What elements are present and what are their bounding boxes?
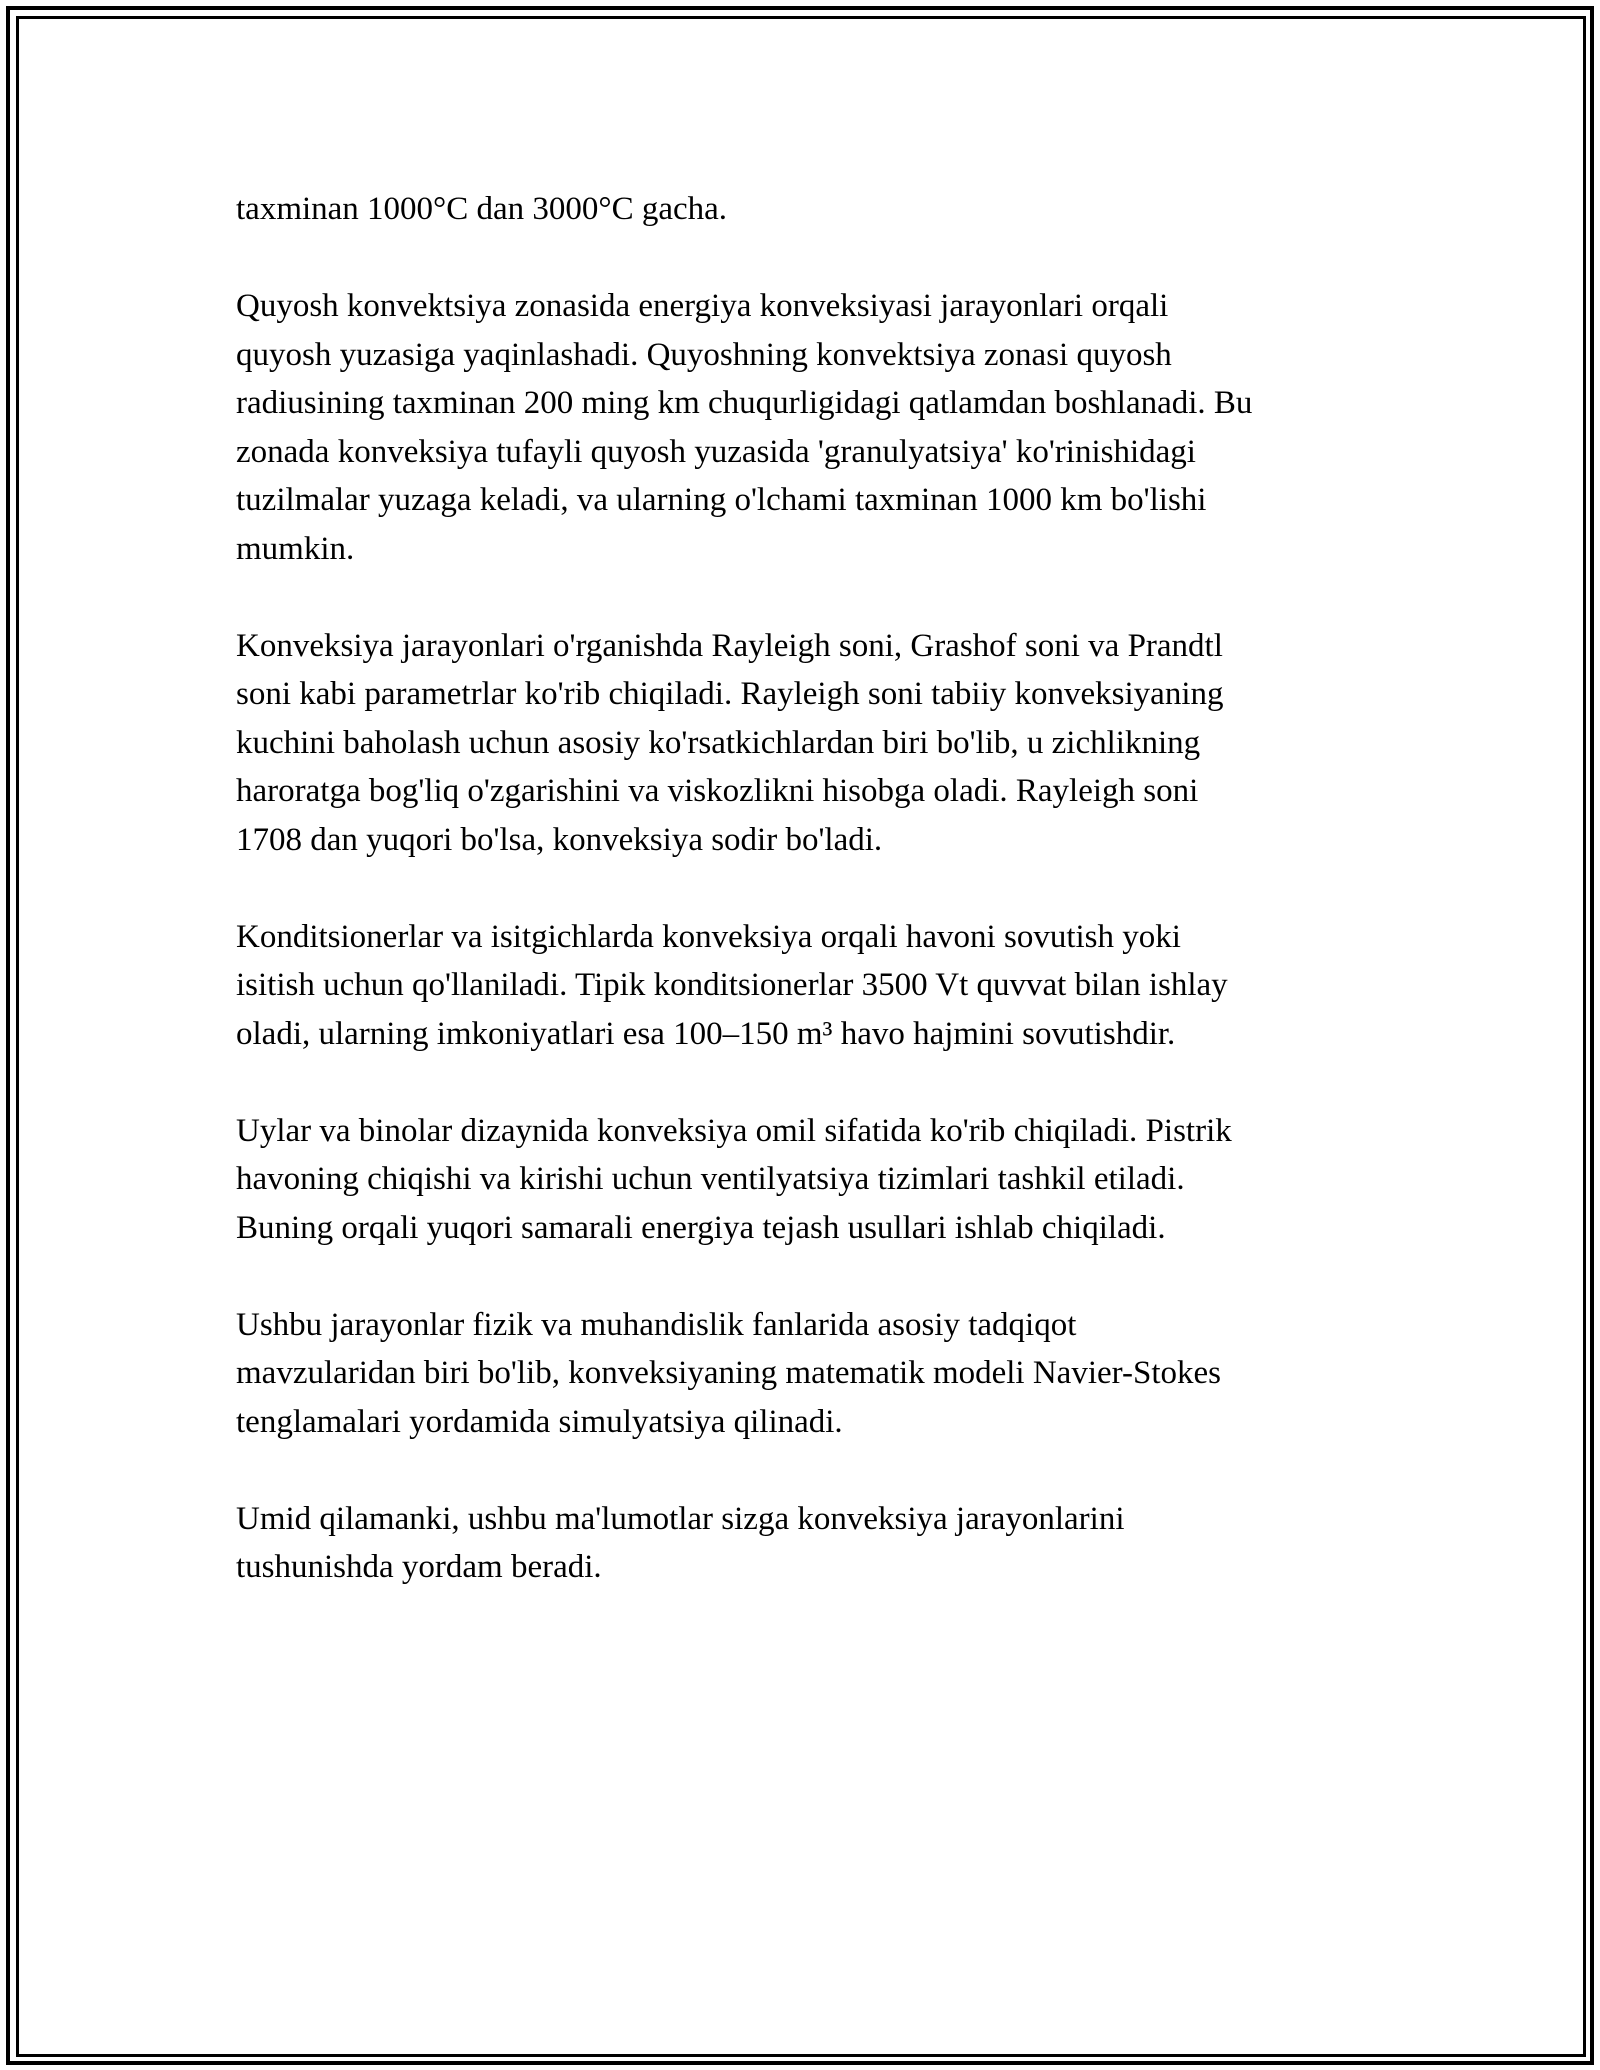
paragraph-building-design: Uylar va binolar dizaynida konveksiya omil sifatida ko'rib chiqiladi. Pistrik havoning chiqishi va kirishi uchun ventilyatsiya tizimlari tashkil etiladi. Buning orqali yuqori samarali energiya tejash usullari ishlab chiqiladi. xyxy=(236,1112,1232,1246)
paragraph-solar-convection-zone: Quyosh konvektsiya zonasida energiya konveksiyasi jarayonlari orqali quyosh yuzasiga yaqinlashadi. Quyoshning konvektsiya zonasi quyosh radiusining taxminan 200 ming km chuqurligidagi qatlamdan boshlanadi. Bu zonada konveksiya tufayli quyosh yuzasida 'granulyatsiya' ko'rinishidagi tuzilmalar yuzaga keladi, va ularning o'lchami taxminan 1000 km bo'lishi mumkin. xyxy=(236,288,1253,567)
paragraph-dimensionless-numbers: Konveksiya jarayonlari o'rganishda Rayleigh soni, Grashof soni va Prandtl soni kabi parametrlar ko'rib chiqiladi. Rayleigh soni tabiiy konveksiyaning kuchini baholash uchun asosiy ko'rsatkichlardan biri bo'lib, u zichlikning haroratga bog'liq o'zgarishini va viskozlikni hisobga oladi. Rayleigh soni 1708 dan yuqori bo'lsa, konveksiya sodir bo'ladi. xyxy=(236,627,1224,858)
paragraph-temperature-range: taxminan 1000°C dan 3000°C gacha. xyxy=(236,191,728,227)
document-body xyxy=(236,185,1376,1640)
paragraph-navier-stokes: Ushbu jarayonlar fizik va muhandislik fanlarida asosiy tadqiqot mavzularidan biri bo'lib, konveksiyaning matematik modeli Navier-Stokes tenglamalari yordamida simulyatsiya qilinadi. xyxy=(236,1306,1221,1440)
paragraph-air-conditioners: Konditsionerlar va isitgichlarda konveksiya orqali havoni sovutish yoki isitish uchun qo'llaniladi. Tipik konditsionerlar 3500 Vt quvvat bilan ishlay oladi, ularning imkoniyatlari esa 100–150 m³ havo hajmini sovutishdir. xyxy=(236,918,1228,1052)
paragraph-closing: Umid qilamanki, ushbu ma'lumotlar sizga konveksiya jarayonlarini tushunishda yordam beradi. xyxy=(236,1500,1125,1585)
